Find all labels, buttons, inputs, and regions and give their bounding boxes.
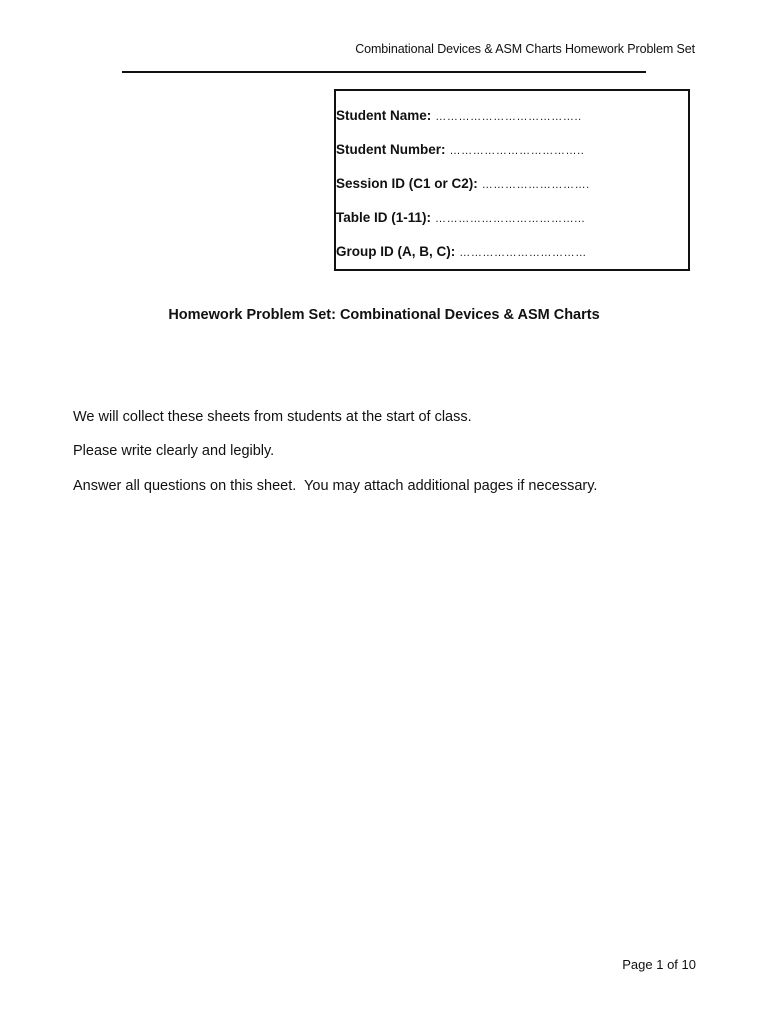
page-number: Page 1 of 10: [622, 957, 696, 972]
session-id-field[interactable]: [336, 176, 648, 194]
student-number-dots: ……………………………..: [449, 145, 585, 157]
table-id-label: Table ID (1-11):: [336, 210, 432, 225]
session-id-dots: ……………………….: [481, 179, 590, 191]
group-id-field[interactable]: [336, 244, 648, 262]
student-number-label: Student Number:: [336, 142, 446, 157]
student-name-label: Student Name:: [336, 108, 432, 123]
instruction-answer: Answer all questions on this sheet. You may attach additional pages if necessary.: [73, 478, 598, 494]
group-id-label: Group ID (A, B, C):: [336, 244, 456, 259]
running-header: Combinational Devices & ASM Charts Homework Problem Set: [355, 42, 695, 56]
student-number-field[interactable]: [336, 142, 648, 160]
table-id-field[interactable]: [336, 210, 648, 228]
student-name-dots: ………………………………..: [435, 111, 582, 123]
session-id-label: Session ID (C1 or C2):: [336, 176, 478, 191]
student-id-box: [334, 89, 690, 271]
header-rule: [122, 71, 646, 73]
student-name-field[interactable]: [336, 108, 648, 126]
instruction-legibly: Please write clearly and legibly.: [73, 443, 275, 459]
document-title: Homework Problem Set: Combinational Devices & ASM Charts: [168, 307, 600, 323]
table-id-dots: ………………………………...: [435, 213, 586, 225]
group-id-dots: ……………………………: [459, 247, 587, 259]
instruction-collect: We will collect these sheets from students at the start of class.: [73, 409, 472, 425]
